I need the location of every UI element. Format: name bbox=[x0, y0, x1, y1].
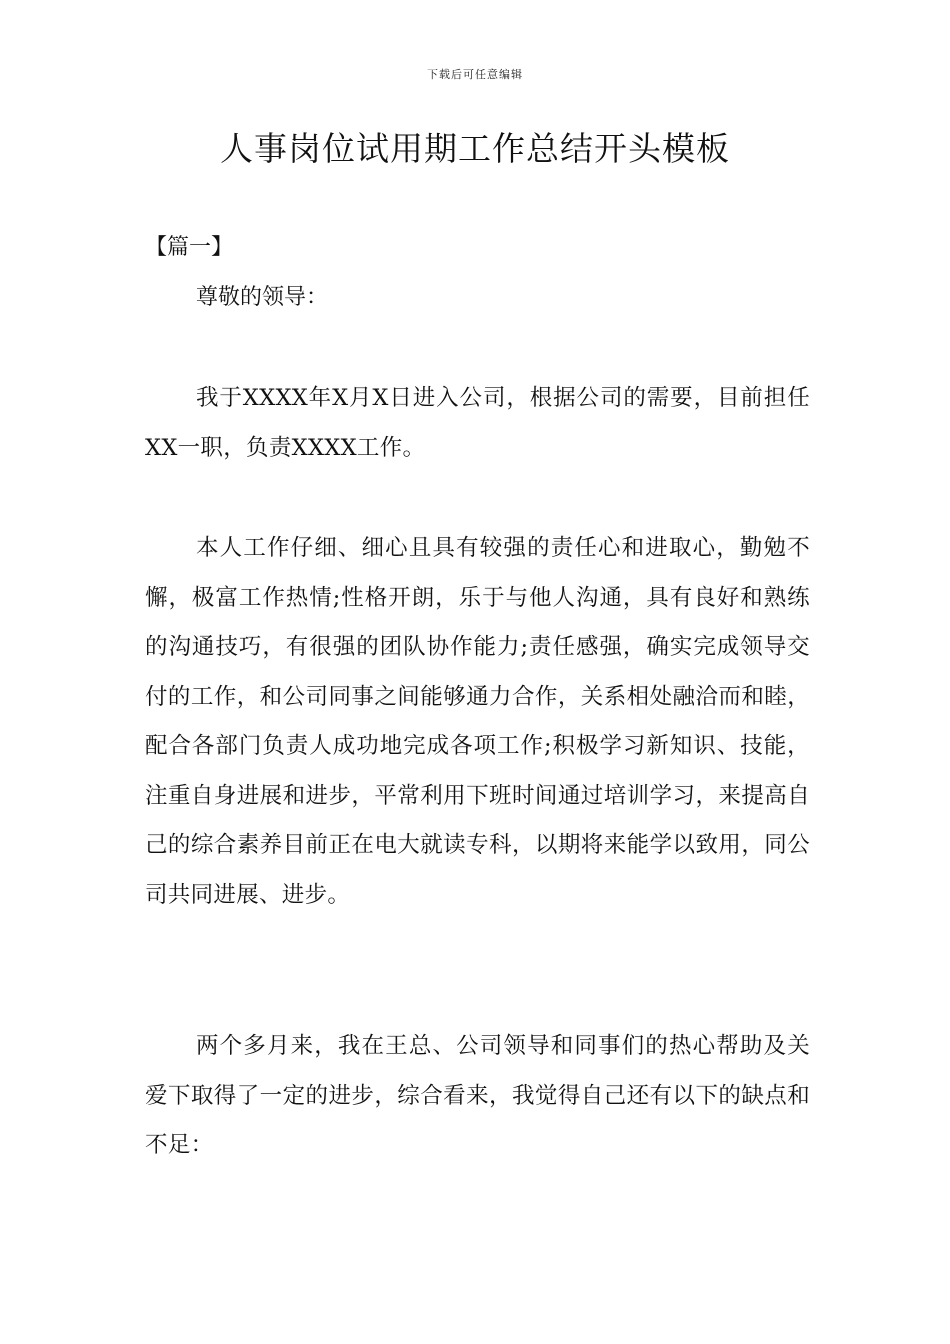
header-note: 下载后可任意编辑 bbox=[427, 68, 523, 81]
document-title: 人事岗位试用期工作总结开头模板 bbox=[220, 129, 730, 168]
paragraph-2: 本人工作仔细、细心且具有较强的责任心和进取心，勤勉不懈，极富工作热情;性格开朗，乐于与他人沟通，具有良好和熟练的沟通技巧，有很强的团队协作能力;责任感强，确实完成领导交付的工作，和公司同事之间能够通力合作，关系相处融洽而和睦，配合各部门负责人成功地完成各项工作;积极学习新知识、技能，注重自身进展和进步，平常利用下班时间通过培训学习，来提高自己的综合素养目前正在电大就读专科，以期将来能学以致用，同公司共同进展、进步。 bbox=[145, 535, 810, 908]
section-label: 【篇一】 bbox=[145, 235, 234, 260]
salutation: 尊敬的领导： bbox=[196, 285, 329, 310]
paragraph-1: 我于XXXX年X月X日进入公司，根据公司的需要，目前担任XX一职，负责XXXX工作。 bbox=[145, 385, 810, 461]
paragraph-3: 两个多月来，我在王总、公司领导和同事们的热心帮助及关爱下取得了一定的进步，综合看来，我觉得自己还有以下的缺点和不足： bbox=[145, 1033, 810, 1158]
